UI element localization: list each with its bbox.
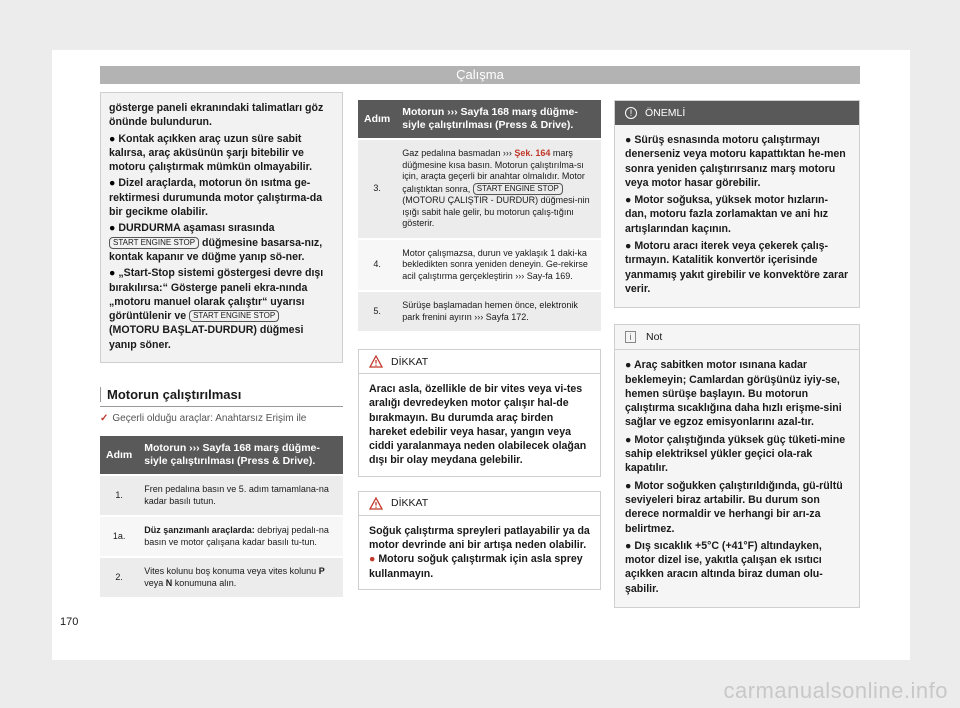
note-item: ● Dış sıcaklık +5°C (+41°F) altındayken, motor dizel ise, yakıtla çalışan ek ısıtıcı açıkken aracın altında biraz duman olu-şabilir.: [625, 539, 823, 595]
steps-table: [358, 100, 601, 333]
start-stop-key-icon: START ENGINE STOP: [109, 237, 199, 249]
notice-item: ● DURDURMA aşaması sırasında START ENGINE STOP düğmesine basarsa-nız, kontak kapanır ve düğme yanıp sö-ner.: [109, 222, 323, 263]
warning-text: Aracı asla, özellikle de bir vites veya vi-tes aralığı devredeyken motor çalışır hal-de bırakmayın. Bu durumda araç birden hareket edebilir veya hasar, yangın veya ciddi yaralanmaya neden olabilecek olağan dışı bir olay meydana gelebilir.: [369, 383, 587, 467]
steps-table: [100, 436, 343, 599]
header-text: Motorun ››› Sayfa 168 marş düğme-siyle çalıştırılması (Press & Drive).: [138, 436, 343, 475]
note-box: [614, 324, 860, 608]
header-title: Çalışma: [456, 67, 504, 82]
table-row: 5. Sürüşe başlamadan hemen önce, elektronik park frenini ayırın ››› Sayfa 172.: [358, 291, 601, 332]
column-left: [100, 92, 343, 599]
page-header: [100, 66, 860, 84]
column-right: [614, 100, 860, 608]
header-text: Motorun ››› Sayfa 168 marş düğme-siyle çalıştırılması (Press & Drive).: [396, 100, 601, 139]
notice-item: ● „Start-Stop sistemi göstergesi devre dışı bırakılırsa:“ Gösterge paneli ekra-nında „motoru manuel olarak çalıştır“ uyarısı görüntülenir ve START ENGINE STOP (MOTORU BAŞLAT-DURDUR) düğmesi yanıp söner.: [109, 267, 324, 351]
notice-item: ● Dizel araçlarda, motorun ön ısıtma ge-rektirmesi durumunda motor çalıştırma-da bir gecikme olabilir.: [109, 177, 323, 219]
header-step: Adım: [100, 436, 138, 475]
warning-triangle-icon: [369, 355, 383, 368]
note-item: ● Motor soğukken çalıştırıldığında, gü-rültü seviyeleri biraz artabilir. Bu durum son derece normaldir ve herhangi bir arı-za belirtmez.: [625, 479, 843, 535]
table-row: 3. Gaz pedalına basmadan ››› Şek. 164 marş düğmesine kısa basın. Motorun çalıştırılma-sı için, araçta geçerli bir anahtar olmalıdır. Motor çalıştıktan sonra, START ENGINE STOP (MOTORU ÇALIŞTIR - DURDUR) düğmesi-nin ışığı sabit hale gelir, bu motorun çalış-tığını gösterir.: [358, 139, 601, 239]
table-header: [100, 436, 343, 475]
important-item: ● Motoru aracı iterek veya çekerek çalış-tırmayın. Katalitik konvertör içerisinde yanmamış yakıt girebilir ve konvektöre zarar verir.: [625, 240, 849, 295]
notice-box: [100, 92, 343, 363]
column-middle: [358, 100, 601, 590]
section-title: Motorun çalıştırılması: [100, 387, 343, 407]
header-step: Adım: [358, 100, 396, 139]
start-stop-key-icon: START ENGINE STOP: [473, 183, 563, 195]
table-row: 1a. Düz şanzımanlı araçlarda: debriyaj pedalı-na basın ve motor çalışana kadar basılı tu-tun.: [100, 516, 343, 557]
warning-box: [358, 491, 601, 590]
table-row: 2. Vites kolunu boş konuma veya vites kolunu P veya N konumuna alın.: [100, 557, 343, 598]
note-header: i Not: [615, 325, 859, 350]
page-number: 170: [60, 616, 79, 628]
table-row: 1. Fren pedalına basın ve 5. adım tamamlana-na kadar basılı tutun.: [100, 475, 343, 516]
notice-item: ● Kontak açıkken araç uzun süre sabit kalırsa, araç aküsünün şarjı bitebilir ve motoru çalıştırmak mümkün olmayabilir.: [109, 132, 313, 174]
warning-text: Soğuk çalıştırma spreyleri patlayabilir ya da motor devrinde ani bir artışa neden olabilir.: [369, 524, 590, 552]
important-box: [614, 100, 860, 308]
note-item: ● Motor çalıştığında yüksek güç tüketi-mine sahip elektriksel yükler geçici ola-rak kapatılır.: [625, 433, 846, 475]
start-stop-key-icon: START ENGINE STOP: [189, 310, 279, 322]
warning-box: [358, 349, 601, 477]
important-item: ● Motor soğuksa, yüksek motor hızların-dan, motoru fazla zorlamaktan ve ani hız artışlarından kaçının.: [625, 194, 829, 235]
table-row: 4. Motor çalışmazsa, durun ve yaklaşık 1 daki-ka bekledikten sonra yeniden deneyin. Ge-rekirse acil çalıştırma gerçekleştirin ››› Say-fa 169.: [358, 239, 601, 292]
figure-link[interactable]: Şek. 164: [514, 148, 551, 158]
warning-triangle-icon: [369, 497, 383, 510]
note-item: ● Araç sabitken motor ısınana kadar beklemeyin; Camlardan görüşünüz iyiy-se, hemen sürüşe başlayın. Bu motorun çalıştırma sıcaklığına daha hızlı erişme-sini sağlar ve egzoz emisyonlarını azal-tır.: [625, 359, 842, 429]
applies-to: ✓ Geçerli olduğu araçlar: Anahtarsız Erişim ile: [100, 413, 307, 425]
check-icon: ✓: [100, 413, 109, 425]
important-header: ! ÖNEMLİ: [615, 101, 859, 125]
table-header: [358, 100, 601, 139]
warning-header: DİKKAT: [359, 492, 600, 516]
notice-text: gösterge paneli ekranındaki talimatları göz önünde bulundurun.: [109, 102, 324, 129]
exclamation-icon: !: [625, 107, 637, 119]
watermark: carmanualsonline.info: [723, 678, 948, 703]
warning-item: ● Motoru soğuk çalıştırmak için asla sprey kullanmayın.: [369, 553, 583, 580]
warning-header: DİKKAT: [359, 350, 600, 374]
info-icon: i: [625, 331, 636, 343]
important-item: ● Sürüş esnasında motoru çalıştırmayı denerseniz veya motoru kapattıktan he-men sonra yeniden çalıştırırsanız marş motoru veya motor hasar görebilir.: [625, 134, 846, 189]
